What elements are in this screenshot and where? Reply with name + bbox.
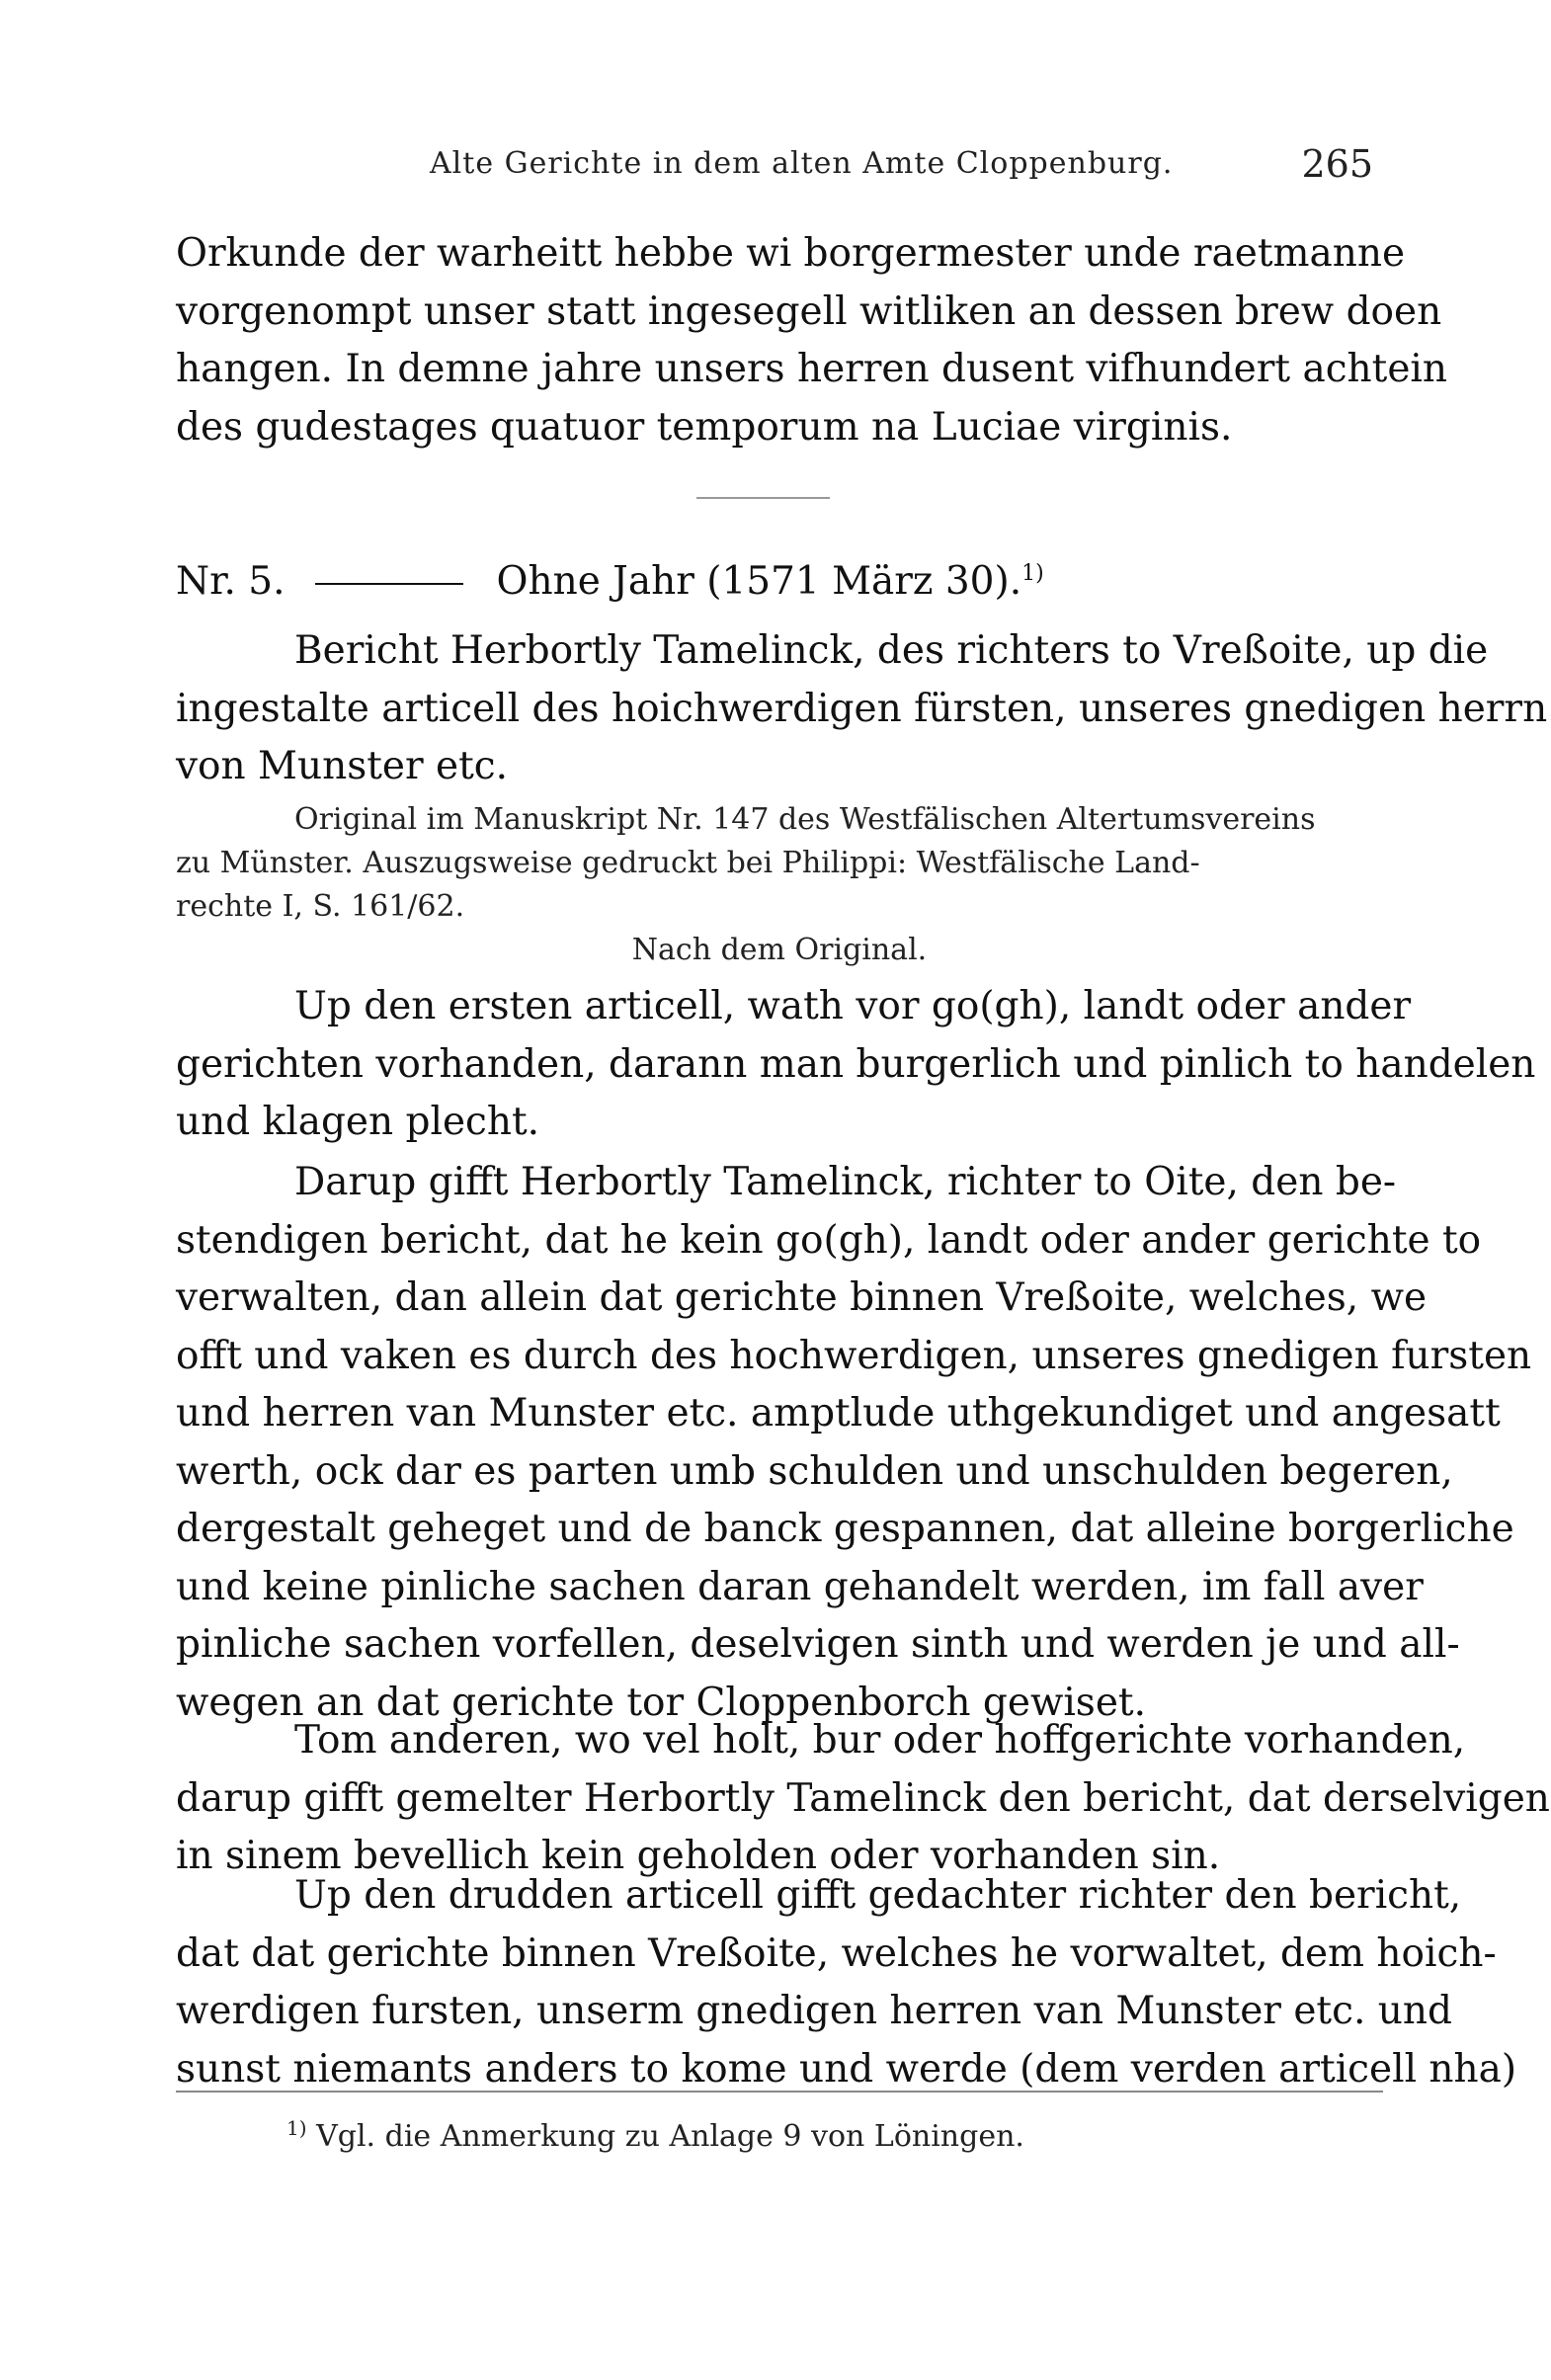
text-line: vorgenompt unser statt ingesegell witliken an dessen brew doen <box>176 288 1442 334</box>
source-line: rechte I, S. 161/62. <box>176 889 465 924</box>
text-line: wegen an dat gerichte tor Cloppenborch gewiset. <box>176 1680 1146 1725</box>
text-line: des gudestages quatuor temporum na Luciae virginis. <box>176 404 1233 450</box>
document-summary <box>176 622 1548 796</box>
text-line: Darup gifft Herbortly Tamelinck, richter to Oite, den be- <box>294 1160 1397 1204</box>
text-line: dergestalt geheget und de banck gespannen, dat alleine borgerliche <box>176 1507 1514 1551</box>
text-line: und herren van Munster etc. amptlude uthgekundiget und angesatt <box>176 1391 1501 1436</box>
text-line: Tom anderen, wo vel holt, bur oder hoffgerichte vorhanden, <box>294 1718 1466 1763</box>
footnote <box>286 2116 1274 2154</box>
section-divider <box>696 497 830 499</box>
text-line: Bericht Herbortly Tamelinck, des richters to Vreßoite, up die <box>294 628 1489 673</box>
paragraph-first-article <box>176 978 1536 1152</box>
source-line: zu Münster. Auszugsweise gedruckt bei Philippi: Westfälische Land- <box>176 846 1200 880</box>
text-line: Up den ersten articell, wath vor go(gh), landt oder ander <box>294 984 1412 1028</box>
footnote-text: Vgl. die Anmerkung zu Anlage 9 von Löningen. <box>316 2119 1024 2154</box>
text-line: gerichten vorhanden, darann man burgerlich und pinlich to handelen <box>176 1041 1536 1087</box>
text-line: in sinem bevellich kein geholden oder vorhanden sin. <box>176 1834 1221 1878</box>
footnote-reference: 1) <box>1021 561 1044 586</box>
document-date: Ohne Jahr (1571 März 30). <box>496 559 1022 604</box>
text-line: Orkunde der warheitt hebbe wi borgermester unde raetmanne <box>176 231 1406 276</box>
page-number: 265 <box>1301 142 1373 186</box>
paragraph-third-article <box>176 1867 1517 2098</box>
footnote-marker: 1) <box>286 2116 307 2140</box>
running-head <box>178 138 1373 198</box>
text-line: darup gifft gemelter Herbortly Tamelinck den bericht, dat derselvigen <box>176 1775 1550 1821</box>
text-line: ingestalte articell des hoichwerdigen fürsten, unseres gnedigen herrn <box>176 686 1548 731</box>
opening-paragraph <box>176 225 1447 456</box>
text-line: von Munster etc. <box>176 744 508 788</box>
text-line: verwalten, dan allein dat gerichte binnen Vreßoite, welches, we <box>176 1275 1428 1320</box>
paragraph-second-article <box>176 1712 1550 1886</box>
text-line: und klagen plecht. <box>176 1100 540 1144</box>
source-line: Original im Manuskript Nr. 147 des Westfälischen Altertumsvereins <box>294 802 1316 837</box>
text-line: und keine pinliche sachen daran gehandelt werden, im fall aver <box>176 1564 1424 1609</box>
text-line: stendigen bericht, dat he kein go(gh), landt oder ander gerichte to <box>176 1217 1482 1263</box>
text-line: dat dat gerichte binnen Vreßoite, welches he vorwaltet, dem hoich- <box>176 1930 1497 1976</box>
document-heading <box>176 559 1383 618</box>
text-line: pinliche sachen vorfellen, deselvigen sinth und werden je und all- <box>176 1622 1460 1667</box>
text-line: sunst niemants anders to kome und werde (dem verden articell nha) <box>176 2046 1517 2092</box>
heading-dash <box>315 583 463 585</box>
document-number: Nr. 5. <box>176 559 286 604</box>
source-basis: Nach dem Original. <box>631 933 928 967</box>
text-line: hangen. In demne jahre unsers herren dusent vifhundert achtein <box>176 347 1447 391</box>
running-title: Alte Gerichte in dem alten Amte Cloppenburg. <box>430 146 1174 181</box>
source-note <box>176 798 1383 972</box>
text-line: offt und vaken es durch des hochwerdigen, unseres gnedigen fursten <box>176 1333 1532 1378</box>
text-line: werdigen fursten, unserm gnedigen herren van Munster etc. und <box>176 1989 1452 2033</box>
paragraph-answer-first <box>176 1154 1532 1732</box>
footnote-rule <box>176 2091 1383 2093</box>
text-line: werth, ock dar es parten umb schulden und unschulden begeren, <box>176 1448 1453 1494</box>
text-line: Up den drudden articell gifft gedachter richter den bericht, <box>294 1873 1462 1918</box>
